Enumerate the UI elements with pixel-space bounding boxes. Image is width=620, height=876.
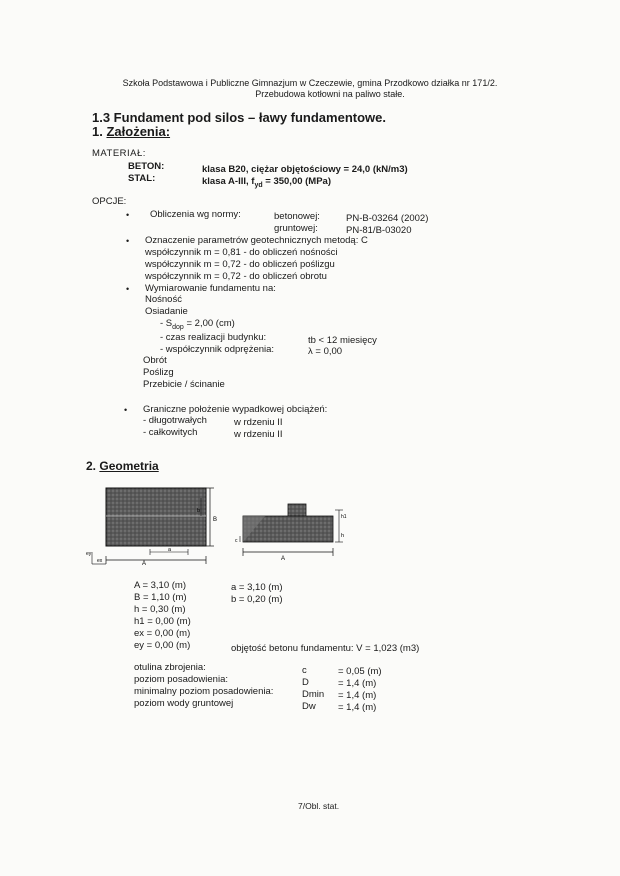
param-labels	[134, 662, 273, 710]
plan-upper-strip	[106, 488, 206, 516]
label-a: a	[168, 547, 172, 553]
geometry-figure	[84, 482, 384, 572]
sdop-sub: dop	[172, 323, 184, 331]
param-value-d: = 1,4 (m)	[338, 678, 377, 689]
loads-heading: Graniczne położenie wypadkowej obciążeń:	[143, 404, 328, 415]
dim-ey: ey = 0,00 (m)	[134, 640, 191, 651]
label-h: h	[341, 533, 345, 539]
dim-osiadanie: Osiadanie	[145, 306, 188, 317]
coef-m-2: współczynnik m = 0,72 - do obliczeń poślizgu	[145, 259, 335, 270]
bullet-norms: •	[126, 210, 130, 220]
bullet-loads: •	[124, 405, 128, 415]
czas-label: - czas realizacji budynku:	[160, 332, 267, 343]
param-sym-d: D	[302, 677, 309, 688]
dim-nosnosc: Nośność	[145, 294, 182, 305]
beton-label: BETON:	[128, 161, 165, 172]
stal-value-post: = 350,00 (MPa)	[262, 176, 332, 187]
dim-b: b = 0,20 (m)	[231, 594, 283, 605]
param-sym-dmin: Dmin	[302, 689, 325, 700]
odpr-value: λ = 0,00	[308, 346, 343, 357]
param-label-d: poziom posadowienia:	[134, 674, 229, 685]
load2-value: w rdzeniu II	[234, 429, 283, 440]
header-line-2: Przebudowa kotłowni na paliwo stałe.	[255, 89, 405, 99]
stal-value-pre: klasa A-III, f	[202, 176, 255, 187]
param-sym-dw: Dw	[302, 701, 316, 712]
plan-view	[86, 488, 217, 567]
subsection-1-number: 1.	[92, 124, 103, 139]
geo-heading: Oznaczenie parametrów geotechnicznych metodą: C	[145, 235, 368, 246]
beton-value: klasa B20, ciężar objętościowy = 24,0 (kN/m3)	[202, 164, 408, 175]
dim-a: a = 3,10 (m)	[231, 582, 283, 593]
stal-label: STAL:	[128, 173, 156, 184]
section-title: 1.3 Fundament pod silos – ławy fundamentowe.	[92, 110, 386, 125]
label-A: A	[142, 561, 147, 567]
material-label: MATERIAŁ:	[92, 148, 146, 159]
label-ex: ex	[97, 558, 103, 564]
dims-left-list	[134, 580, 191, 652]
label-ey: ey	[86, 551, 92, 557]
load1-value: w rdzeniu II	[234, 417, 283, 428]
label-A2: A	[281, 556, 286, 562]
sdop-pre: - S	[160, 318, 173, 329]
norm2-value: PN-81/B-03020	[346, 225, 412, 236]
subsection-1-title: Założenia:	[106, 124, 171, 139]
dim-poslizg: Poślizg	[143, 367, 174, 378]
dim-przebicie: Przebicie / ścinanie	[143, 379, 225, 390]
sdop-post: = 2,00 (cm)	[183, 318, 235, 329]
label-c: c	[235, 538, 238, 544]
param-value-dmin: = 1,4 (m)	[338, 690, 377, 701]
norm2-name: gruntowej:	[274, 223, 318, 234]
volume: objętość betonu fundamentu: V = 1,023 (m3)	[231, 643, 420, 654]
norm1-value: PN-B-03264 (2002)	[346, 213, 429, 224]
dim-B: B = 1,10 (m)	[134, 592, 187, 603]
param-label-dmin: minimalny poziom posadowienia:	[134, 686, 274, 697]
dim-h1: h1 = 0,00 (m)	[134, 616, 191, 627]
bullet-geo: •	[126, 236, 130, 246]
dim-h: h = 0,30 (m)	[134, 604, 186, 615]
dims-right-list	[231, 582, 282, 606]
label-h1: h1	[341, 514, 347, 520]
dim-heading: Wymiarowanie fundamentu na:	[145, 283, 276, 294]
param-value-dw: = 1,4 (m)	[338, 702, 377, 713]
load2-label: - całkowitych	[143, 427, 198, 438]
section-view	[235, 504, 347, 562]
dim-obrot: Obrót	[143, 355, 167, 366]
label-B: B	[213, 517, 218, 523]
load1-label: - długotrwałych	[143, 415, 207, 426]
stal-value	[202, 176, 331, 189]
subsection-2-heading	[86, 459, 159, 473]
param-label-dw: poziom wody gruntowej	[134, 698, 234, 709]
param-symbols	[302, 665, 324, 713]
coef-m-3: współczynnik m = 0,72 - do obliczeń obrotu	[145, 271, 327, 282]
param-label-c: otulina zbrojenia:	[134, 662, 206, 673]
subsection-2-title: Geometria	[99, 459, 159, 473]
coef-m-1: współczynnik m = 0,81 - do obliczeń nośności	[145, 247, 338, 258]
norms-label: Obliczenia wg normy:	[150, 209, 241, 220]
page-footer: 7/Obl. stat.	[298, 801, 340, 811]
dim-A: A = 3,10 (m)	[134, 580, 187, 591]
dim-ex: ex = 0,00 (m)	[134, 628, 191, 639]
options-label: OPCJE:	[92, 196, 127, 207]
subsection-2-number: 2.	[86, 459, 97, 473]
param-values	[338, 666, 382, 714]
czas-value: tb < 12 miesięcy	[308, 335, 377, 346]
param-value-c: = 0,05 (m)	[338, 666, 382, 677]
header-line-1: Szkoła Podstawowa i Publiczne Gimnazjum w Czeczewie, gmina Przodkowo działka nr 171/2.	[122, 78, 498, 88]
stal-value-sub: yd	[254, 181, 263, 189]
odpr-label: - współczynnik odprężenia:	[160, 344, 275, 355]
subsection-1-heading	[92, 124, 170, 139]
norm1-name: betonowej:	[274, 211, 320, 222]
label-b: b	[197, 508, 201, 514]
plan-lower-strip	[106, 516, 206, 546]
bullet-dim: •	[126, 284, 130, 294]
param-sym-c: c	[302, 665, 307, 676]
section-wall	[288, 504, 306, 516]
